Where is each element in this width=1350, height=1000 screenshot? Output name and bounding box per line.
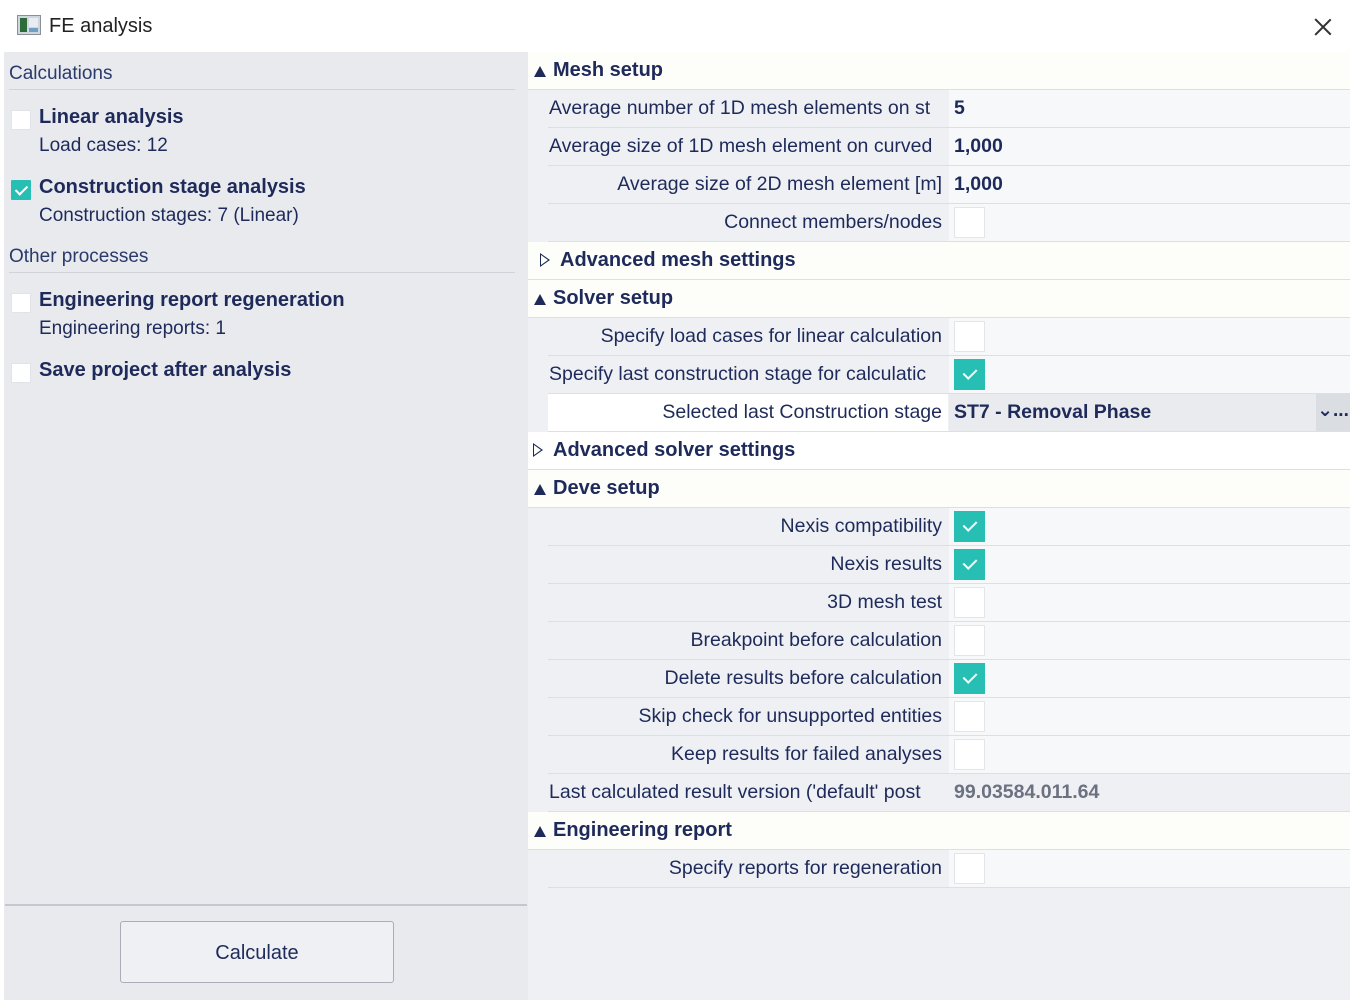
avg-1d-value[interactable]: 5 <box>954 97 965 119</box>
breakpoint-checkbox[interactable] <box>954 625 985 656</box>
close-icon[interactable] <box>1300 6 1344 46</box>
construction-stage-checkbox[interactable] <box>11 180 31 200</box>
selected-stage-select[interactable]: ST7 - Removal Phase <box>954 401 1152 423</box>
row-delete-results: Delete results before calculation <box>548 660 1350 698</box>
row-selected-stage: Selected last Construction stage ST7 - Removal Phase ⌄... <box>548 394 1350 432</box>
last-stage-checkbox[interactable] <box>954 359 985 390</box>
row-breakpoint: Breakpoint before calculation <box>548 622 1350 660</box>
row-avg-curved: Average size of 1D mesh element on curved 1,000 <box>548 128 1350 166</box>
delete-results-checkbox[interactable] <box>954 663 985 694</box>
save-project-checkbox[interactable] <box>11 363 31 383</box>
row-nexis-compat: Nexis compatibility <box>548 508 1350 546</box>
collapse-icon[interactable] <box>534 826 546 837</box>
keep-results-checkbox[interactable] <box>954 739 985 770</box>
divider <box>9 89 515 90</box>
calculations-heading: Calculations <box>9 63 113 84</box>
row-skip-check: Skip check for unsupported entities <box>548 698 1350 736</box>
row-last-version: Last calculated result version ('default' post 99.03584.011.64 <box>548 774 1350 812</box>
report-regeneration-title[interactable]: Engineering report regeneration <box>39 289 345 311</box>
app-icon <box>17 15 41 35</box>
group-advanced-solver[interactable]: Advanced solver settings <box>528 432 1350 470</box>
divider <box>9 272 515 273</box>
row-last-stage: Specify last construction stage for calculatic <box>548 356 1350 394</box>
collapse-icon[interactable] <box>534 294 546 305</box>
collapse-icon[interactable] <box>534 66 546 77</box>
calculate-button[interactable]: Calculate <box>120 921 394 983</box>
group-advanced-mesh[interactable]: Advanced mesh settings <box>528 242 1350 280</box>
group-mesh-setup[interactable]: Mesh setup <box>528 52 1350 90</box>
title-bar <box>0 0 1350 52</box>
report-regeneration-sub: Engineering reports: 1 <box>39 318 226 339</box>
construction-stage-sub: Construction stages: 7 (Linear) <box>39 205 299 226</box>
avg-curved-value[interactable]: 1,000 <box>954 135 1003 157</box>
connect-members-checkbox[interactable] <box>954 207 985 238</box>
linear-analysis-sub: Load cases: 12 <box>39 135 168 156</box>
group-solver-setup[interactable]: Solver setup <box>528 280 1350 318</box>
row-connect: Connect members/nodes <box>548 204 1350 242</box>
avg-2d-value[interactable]: 1,000 <box>954 173 1003 195</box>
save-project-title[interactable]: Save project after analysis <box>39 359 292 381</box>
nexis-results-checkbox[interactable] <box>954 549 985 580</box>
row-load-cases: Specify load cases for linear calculation <box>548 318 1350 356</box>
row-3d-mesh: 3D mesh test <box>548 584 1350 622</box>
linear-analysis-title[interactable]: Linear analysis <box>39 106 184 128</box>
row-nexis-results: Nexis results <box>548 546 1350 584</box>
chevron-down-icon[interactable]: ⌄... <box>1316 394 1350 431</box>
window-title: FE analysis <box>49 15 153 37</box>
row-avg-1d: Average number of 1D mesh elements on st 5 <box>548 90 1350 128</box>
group-deve-setup[interactable]: Deve setup <box>528 470 1350 508</box>
nexis-compat-checkbox[interactable] <box>954 511 985 542</box>
row-keep-results: Keep results for failed analyses <box>548 736 1350 774</box>
row-avg-2d: Average size of 2D mesh element [m] 1,000 <box>548 166 1350 204</box>
row-specify-reports: Specify reports for regeneration <box>548 850 1350 888</box>
skip-check-checkbox[interactable] <box>954 701 985 732</box>
construction-stage-title[interactable]: Construction stage analysis <box>39 176 306 198</box>
group-engineering-report[interactable]: Engineering report <box>528 812 1350 850</box>
mesh3d-checkbox[interactable] <box>954 587 985 618</box>
collapse-icon[interactable] <box>534 484 546 495</box>
specify-reports-checkbox[interactable] <box>954 853 985 884</box>
other-processes-heading: Other processes <box>9 246 149 267</box>
last-version-value: 99.03584.011.64 <box>954 781 1100 803</box>
report-regeneration-checkbox[interactable] <box>11 293 31 313</box>
linear-analysis-checkbox[interactable] <box>11 110 31 130</box>
expand-icon[interactable] <box>540 253 550 267</box>
divider <box>5 904 527 906</box>
load-cases-checkbox[interactable] <box>954 321 985 352</box>
expand-icon[interactable] <box>533 443 543 457</box>
